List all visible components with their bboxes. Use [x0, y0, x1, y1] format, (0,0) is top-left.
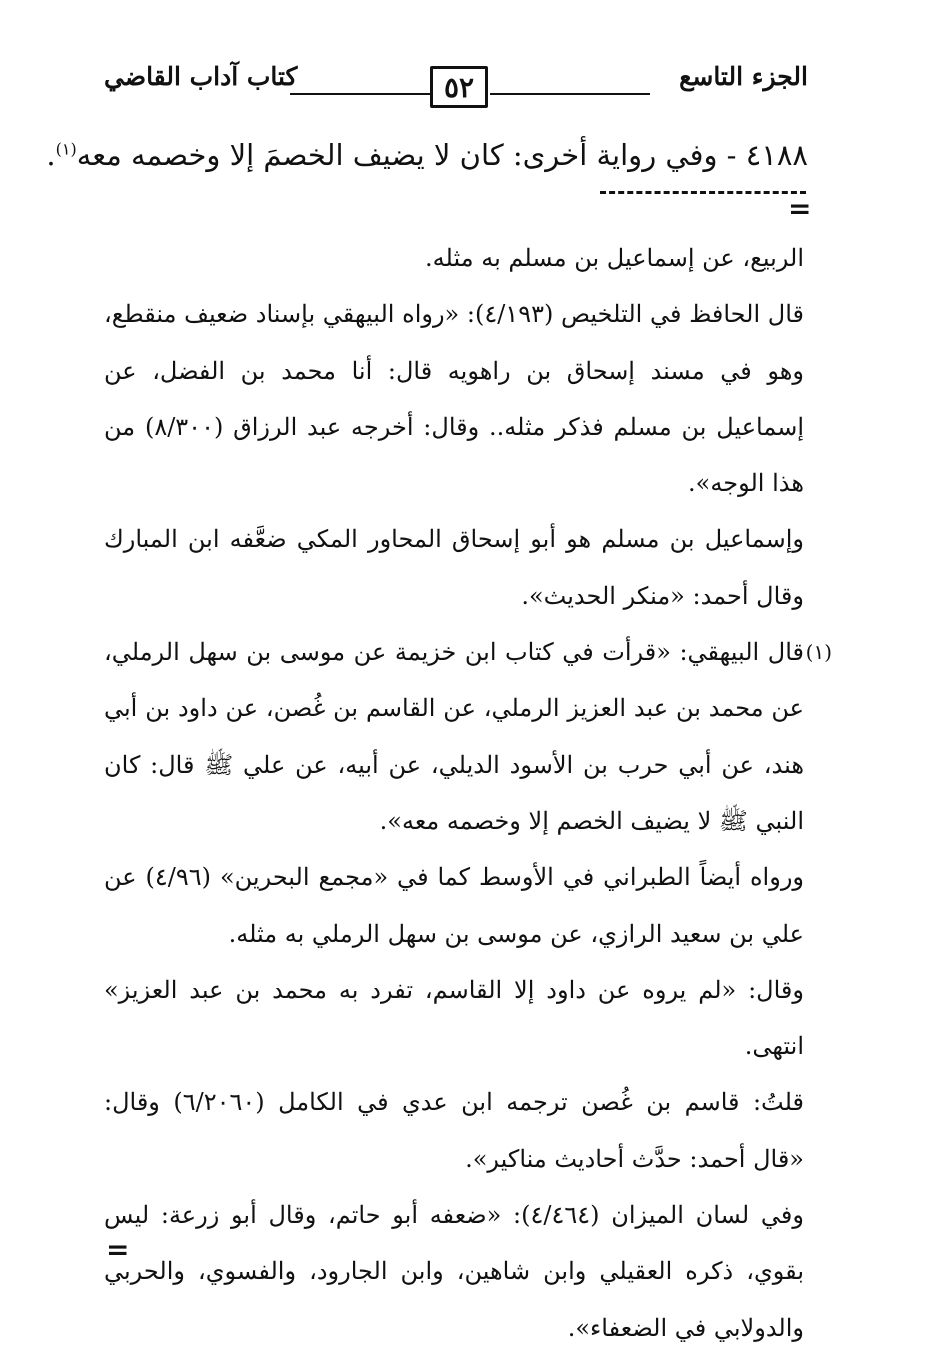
continuation-mark-top: =	[788, 192, 812, 225]
page-number-box: ٥٢	[430, 66, 488, 108]
header-book-title: كتاب آداب القاضي	[104, 62, 298, 91]
footnote-reference: (١)	[55, 139, 77, 159]
footnote-paragraph-1	[104, 624, 832, 849]
footnote-paragraph-5: وفي لسان الميزان (٤/٤٦٤): «ضعفه أبو حاتم، وقال أبو زرعة: ليس بقوي، ذكره العقيلي وابن شاهين، وابن الجارود، والفسوي، والحربي والدولابي في الضعفاء».	[104, 1201, 804, 1342]
continued-note-paragraph-3: وإسماعيل بن مسلم هو أبو إسحاق المحاور المكي ضعَّفه ابن المبارك وقال أحمد: «منكر الحديث».	[104, 525, 804, 610]
header-volume-title: الجزء التاسع	[679, 62, 808, 91]
header-rule-right	[490, 93, 650, 95]
continued-note-paragraph-2: قال الحافظ في التلخيص (٤/١٩٣): «رواه البيهقي بإسناد ضعيف منقطع، وهو في مسند إسحاق بن راهويه قال: أنا محمد بن الفضل، عن إسماعيل بن مسلم فذكر مثله.. وقال: أخرجه عبد الرزاق (٨/٣٠٠) من هذا الوجه».	[104, 300, 805, 498]
footnote-number: (١)	[805, 640, 832, 665]
footnote-paragraph-4: قلتُ: قاسم بن غُصن ترجمه ابن عدي في الكامل (٦/٢٠٦٠) وقال: «قال أحمد: حدَّث أحاديث مناكير».	[104, 1088, 805, 1173]
continuation-mark-bottom: =	[106, 1233, 130, 1266]
footnote-paragraph-3: وقال: «لم يروه عن داود إلا القاسم، تفرد به محمد بن عبد العزيز» انتهى.	[104, 975, 804, 1061]
header-rule-left	[290, 93, 430, 95]
footnote-separator	[600, 191, 806, 194]
footnote-paragraph-2: ورواه أيضاً الطبراني في الأوسط كما في «مجمع البحرين» (٤/٩٦) عن علي بن سعيد الرازي، عن موسى بن سهل الرملي به مثله.	[104, 863, 804, 948]
footnotes-body	[104, 230, 832, 1356]
footnote-text-1: قال البيهقي: «قرأت في كتاب ابن خزيمة عن موسى بن سهل الرملي، عن محمد بن عبد العزيز الرملي، عن القاسم بن غُصن، عن داود بن أبي هند، عن أبي حرب بن الأسود الديلي، عن أبيه، عن علي ﷺ قال: كان النبي ﷺ لا يضيف الخصم إلا وخصمه معه».	[104, 638, 804, 835]
continued-note-line-1: الربيع، عن إسماعيل بن مسلم به مثله.	[425, 244, 804, 272]
main-hadith-line: ٤١٨٨ - وفي رواية أخرى: كان لا يضيف الخصمَ إلا وخصمه معه$^{(١)}$.	[46, 138, 808, 172]
main-hadith-text: ٤١٨٨ - وفي رواية أخرى: كان لا يضيف الخصمَ إلا وخصمه معه	[76, 138, 808, 172]
